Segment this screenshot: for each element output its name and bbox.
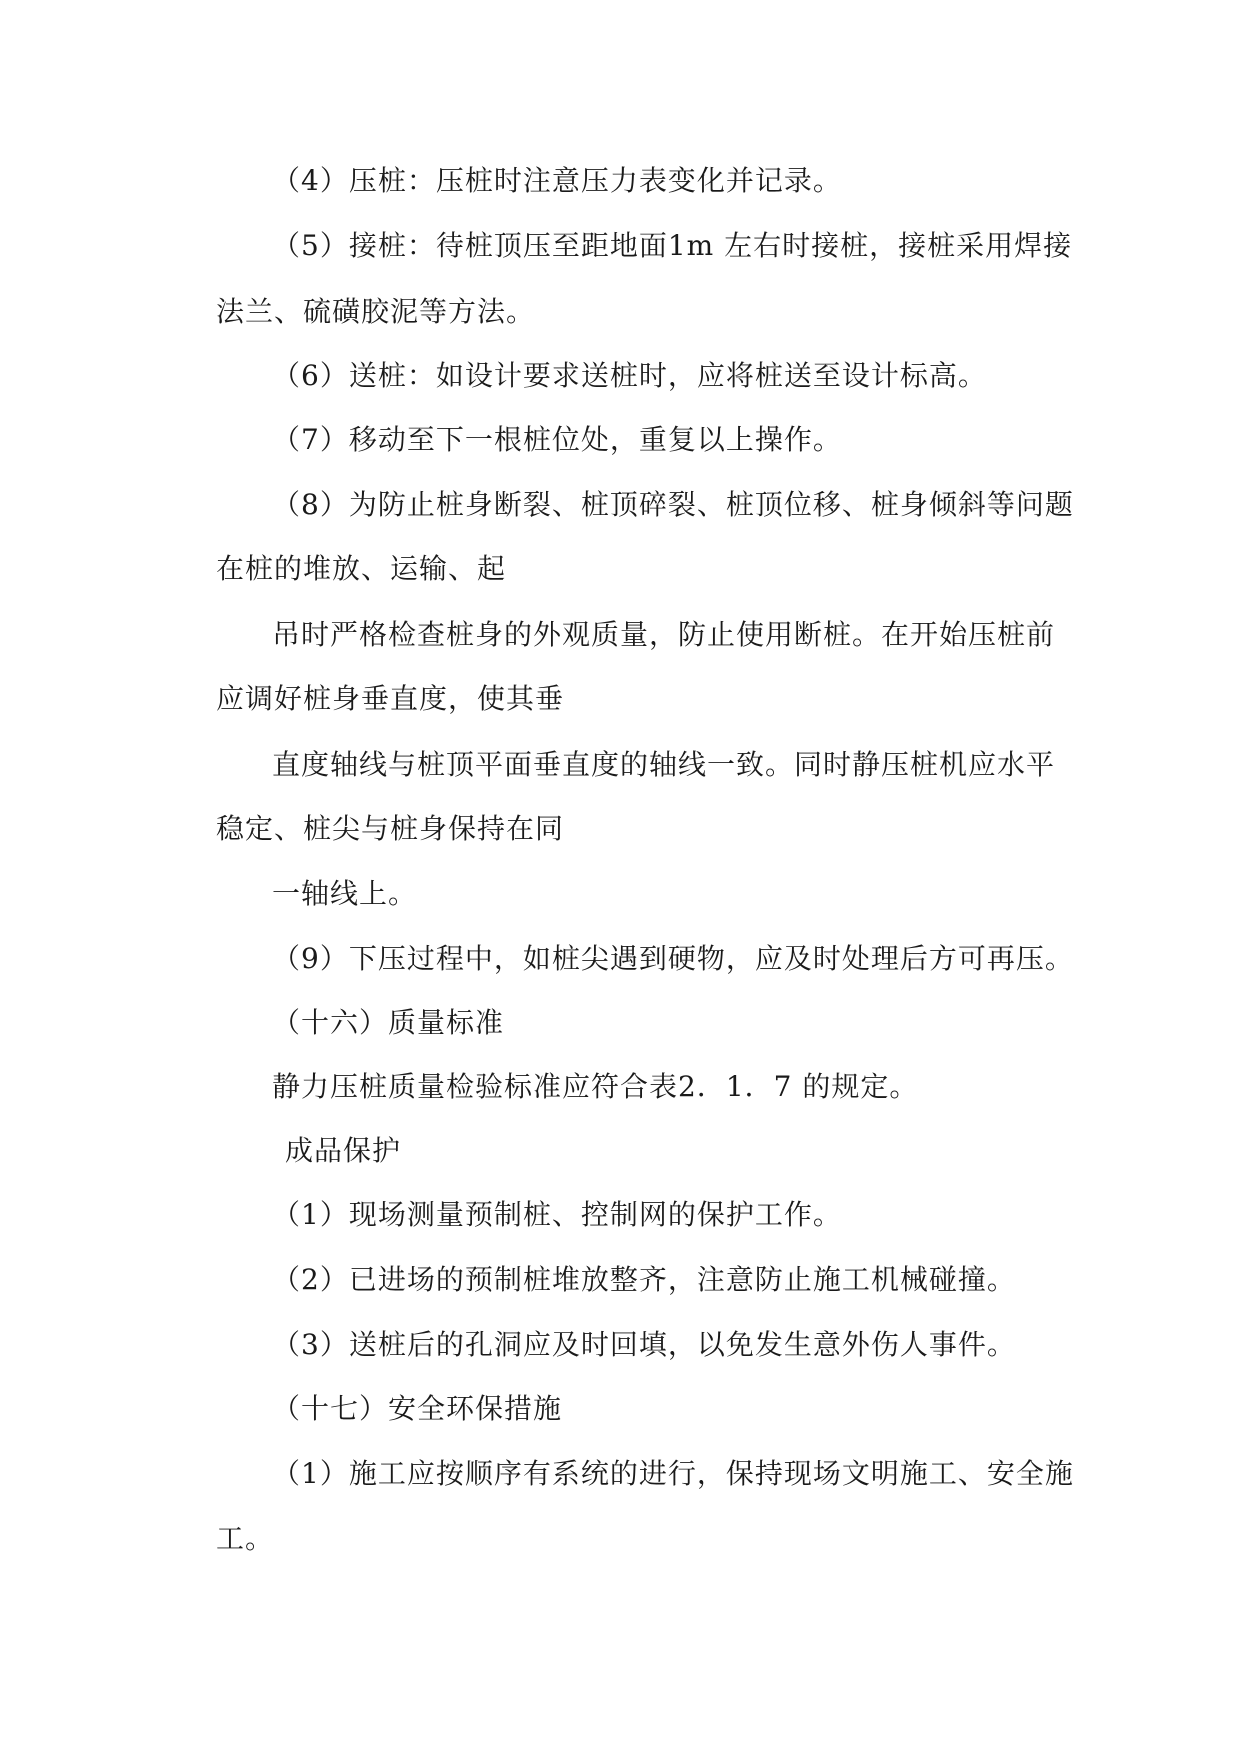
- paragraph-line: 工。: [216, 1522, 275, 1555]
- paragraph-line: （6）送桩：如设计要求送桩时，应将桩送至设计标高。: [272, 359, 987, 392]
- section-heading: 成品保护: [285, 1134, 402, 1167]
- paragraph-line: 吊时严格检查桩身的外观质量，防止使用断桩。在开始压桩前: [272, 618, 1056, 651]
- paragraph-line: 一轴线上。: [272, 877, 418, 910]
- paragraph-line: （1）施工应按顺序有系统的进行，保持现场文明施工、安全施: [272, 1457, 1074, 1490]
- paragraph-line: 静力压桩质量检验标准应符合表2．1．7 的规定。: [272, 1070, 919, 1103]
- section-heading: （十六）质量标准: [272, 1006, 505, 1039]
- paragraph-line: 稳定、桩尖与桩身保持在同: [216, 812, 565, 845]
- paragraph-line: （4）压桩：压桩时注意压力表变化并记录。: [272, 164, 842, 197]
- section-heading: （十七）安全环保措施: [272, 1392, 563, 1425]
- paragraph-line: （8）为防止桩身断裂、桩顶碎裂、桩顶位移、桩身倾斜等问题: [272, 488, 1074, 521]
- paragraph-line: （9）下压过程中，如桩尖遇到硬物，应及时处理后方可再压。: [272, 942, 1074, 975]
- paragraph-line: 在桩的堆放、运输、起: [216, 552, 507, 585]
- paragraph-line: （5）接桩：待桩顶压至距地面1m 左右时接桩，接桩采用焊接: [272, 229, 1073, 262]
- paragraph-line: （3）送桩后的孔洞应及时回填，以免发生意外伤人事件。: [272, 1328, 1016, 1361]
- paragraph-line: （2）已进场的预制桩堆放整齐，注意防止施工机械碰撞。: [272, 1263, 1016, 1296]
- paragraph-line: 应调好桩身垂直度，使其垂: [216, 682, 565, 715]
- paragraph-line: 直度轴线与桩顶平面垂直度的轴线一致。同时静压桩机应水平: [272, 748, 1056, 781]
- paragraph-line: （7）移动至下一根桩位处，重复以上操作。: [272, 423, 842, 456]
- paragraph-line: （1）现场测量预制桩、控制网的保护工作。: [272, 1198, 842, 1231]
- paragraph-line: 法兰、硫磺胶泥等方法。: [216, 295, 536, 328]
